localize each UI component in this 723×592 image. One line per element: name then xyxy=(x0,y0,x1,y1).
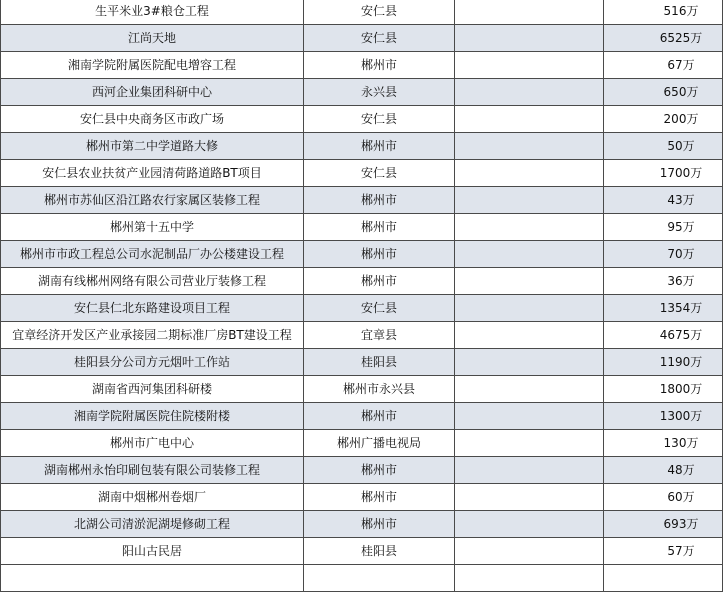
empty-cell xyxy=(455,430,604,457)
project-name-cell: 湖南郴州永怡印刷包装有限公司装修工程 xyxy=(1,457,304,484)
location-cell: 郴州市 xyxy=(304,52,455,79)
empty-cell xyxy=(455,52,604,79)
project-name-cell: 北湖公司清淤泥湖堤修砌工程 xyxy=(1,511,304,538)
project-name-cell: 郴州第十五中学 xyxy=(1,214,304,241)
location-cell: 郴州市 xyxy=(304,511,455,538)
empty-cell xyxy=(304,565,455,592)
table-row xyxy=(1,187,723,214)
project-name-cell: 湘南学院附属医院住院楼附楼 xyxy=(1,403,304,430)
amount-cell: 48万 xyxy=(604,457,723,484)
empty-cell xyxy=(455,106,604,133)
location-cell: 郴州市 xyxy=(304,241,455,268)
project-name-cell: 生平米业3#粮仓工程 xyxy=(1,0,304,25)
amount-cell: 1354万 xyxy=(604,295,723,322)
project-name-cell: 宜章经济开发区产业承接园二期标准厂房BT建设工程 xyxy=(1,322,304,349)
empty-cell xyxy=(455,133,604,160)
amount-cell: 70万 xyxy=(604,241,723,268)
location-cell: 永兴县 xyxy=(304,79,455,106)
project-name-cell: 安仁县中央商务区市政广场 xyxy=(1,106,304,133)
amount-cell: 6525万 xyxy=(604,25,723,52)
project-name-cell: 郴州市第二中学道路大修 xyxy=(1,133,304,160)
project-name-cell: 郴州市广电中心 xyxy=(1,430,304,457)
empty-cell xyxy=(455,322,604,349)
table-row xyxy=(1,430,723,457)
table-row xyxy=(1,322,723,349)
amount-cell: 1800万 xyxy=(604,376,723,403)
table-row xyxy=(1,538,723,565)
amount-cell: 67万 xyxy=(604,52,723,79)
project-name-cell: 湖南省西河集团科研楼 xyxy=(1,376,304,403)
project-name-cell: 江尚天地 xyxy=(1,25,304,52)
empty-cell xyxy=(455,25,604,52)
empty-cell xyxy=(455,187,604,214)
table-row xyxy=(1,457,723,484)
location-cell: 安仁县 xyxy=(304,0,455,25)
project-name-cell: 桂阳县分公司方元烟叶工作站 xyxy=(1,349,304,376)
location-cell: 桂阳县 xyxy=(304,349,455,376)
location-cell: 安仁县 xyxy=(304,106,455,133)
empty-cell xyxy=(455,214,604,241)
empty-cell xyxy=(455,349,604,376)
amount-cell: 4675万 xyxy=(604,322,723,349)
empty-cell xyxy=(455,241,604,268)
amount-cell: 60万 xyxy=(604,484,723,511)
location-cell: 郴州市 xyxy=(304,214,455,241)
table-row xyxy=(1,403,723,430)
empty-cell xyxy=(455,268,604,295)
table-row xyxy=(1,349,723,376)
empty-cell xyxy=(455,484,604,511)
table-row xyxy=(1,52,723,79)
amount-cell: 200万 xyxy=(604,106,723,133)
location-cell: 郴州市 xyxy=(304,484,455,511)
amount-cell: 1190万 xyxy=(604,349,723,376)
amount-cell: 1700万 xyxy=(604,160,723,187)
location-cell: 桂阳县 xyxy=(304,538,455,565)
empty-cell xyxy=(455,403,604,430)
table-row xyxy=(1,241,723,268)
amount-cell: 516万 xyxy=(604,0,723,25)
project-name-cell: 湖南中烟郴州卷烟厂 xyxy=(1,484,304,511)
location-cell: 郴州市 xyxy=(304,403,455,430)
amount-cell: 1300万 xyxy=(604,403,723,430)
table-row xyxy=(1,268,723,295)
location-cell: 安仁县 xyxy=(304,295,455,322)
empty-cell xyxy=(455,79,604,106)
table-row xyxy=(1,106,723,133)
project-name-cell: 安仁县农业扶贫产业园清荷路道路BT项目 xyxy=(1,160,304,187)
table-row xyxy=(1,376,723,403)
project-name-cell: 郴州市苏仙区沿江路农行家属区装修工程 xyxy=(1,187,304,214)
location-cell: 安仁县 xyxy=(304,160,455,187)
table-row xyxy=(1,79,723,106)
amount-cell: 95万 xyxy=(604,214,723,241)
amount-cell: 693万 xyxy=(604,511,723,538)
empty-cell xyxy=(455,295,604,322)
table-row xyxy=(1,133,723,160)
table-row xyxy=(1,511,723,538)
empty-cell xyxy=(455,538,604,565)
empty-cell xyxy=(455,0,604,25)
table-row xyxy=(1,484,723,511)
project-name-cell: 西河企业集团科研中心 xyxy=(1,79,304,106)
amount-cell: 650万 xyxy=(604,79,723,106)
project-name-cell: 阳山古民居 xyxy=(1,538,304,565)
table-row xyxy=(1,0,723,25)
location-cell: 郴州广播电视局 xyxy=(304,430,455,457)
empty-cell xyxy=(1,565,304,592)
empty-cell xyxy=(455,565,604,592)
project-name-cell: 湘南学院附属医院配电增容工程 xyxy=(1,52,304,79)
table-row-partial xyxy=(1,565,723,592)
location-cell: 郴州市 xyxy=(304,133,455,160)
empty-cell xyxy=(455,376,604,403)
location-cell: 郴州市 xyxy=(304,457,455,484)
location-cell: 安仁县 xyxy=(304,25,455,52)
project-name-cell: 湖南有线郴州网络有限公司营业厅装修工程 xyxy=(1,268,304,295)
table-row xyxy=(1,214,723,241)
empty-cell xyxy=(604,565,723,592)
project-name-cell: 安仁县仁北东路建设项目工程 xyxy=(1,295,304,322)
empty-cell xyxy=(455,511,604,538)
amount-cell: 43万 xyxy=(604,187,723,214)
amount-cell: 36万 xyxy=(604,268,723,295)
table-row xyxy=(1,25,723,52)
amount-cell: 130万 xyxy=(604,430,723,457)
project-name-cell: 郴州市市政工程总公司水泥制品厂办公楼建设工程 xyxy=(1,241,304,268)
location-cell: 宜章县 xyxy=(304,322,455,349)
amount-cell: 57万 xyxy=(604,538,723,565)
location-cell: 郴州市 xyxy=(304,187,455,214)
empty-cell xyxy=(455,160,604,187)
table-row xyxy=(1,160,723,187)
location-cell: 郴州市 xyxy=(304,268,455,295)
amount-cell: 50万 xyxy=(604,133,723,160)
project-table-body xyxy=(1,0,723,592)
location-cell: 郴州市永兴县 xyxy=(304,376,455,403)
empty-cell xyxy=(455,457,604,484)
table-row xyxy=(1,295,723,322)
